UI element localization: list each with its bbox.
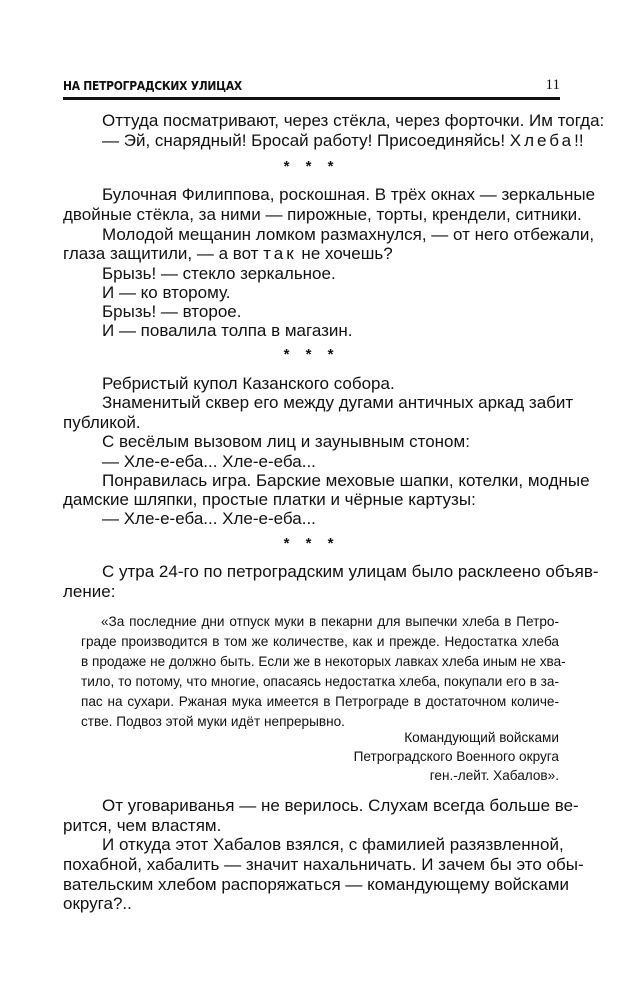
text-span: глаза защитили, — а вот (63, 244, 264, 263)
emphasis-spaced: Хлеба (509, 131, 575, 150)
text-line (63, 244, 393, 264)
quote-line: тило, то потому, что многие, опасаясь недостатка хлеба, покупали его в за- (81, 674, 559, 689)
text-line: рится, чем властям. (63, 816, 222, 835)
text-line: Понравилась игра. Барские меховые шапки, котелки, модные (102, 471, 590, 490)
text-line: вательским хлебом распоряжаться — командующему войсками (63, 875, 569, 894)
text-line: От уговариванья — не верилось. Слухам всегда больше ве- (102, 796, 579, 815)
text-line: С весёлым вызовом лиц и заунывным стоном: (102, 432, 470, 451)
quote-line: стве. Подвоз этой муки идёт непрерывно. (81, 714, 345, 729)
signature-line: ген.-лейт. Хабалов». (429, 768, 559, 783)
text-span: не хочешь? (296, 244, 393, 263)
text-line: И — ко второму. (102, 283, 231, 302)
text-line: Брызь! — стекло зеркальное. (102, 264, 336, 283)
text-span: !! (574, 131, 584, 150)
page-header (63, 78, 560, 100)
emphasis-spaced: так (263, 244, 297, 263)
section-separator: * * * (283, 346, 340, 363)
text-line (102, 131, 584, 151)
text-line: двойные стёкла, за ними — пирожные, торты, крендели, ситники. (63, 205, 582, 224)
text-line: Брызь! — второе. (102, 302, 242, 321)
section-separator: * * * (283, 158, 340, 175)
text-line: Оттуда посматривают, через стёкла, через форточки. Им тогда: (102, 111, 605, 130)
text-line: ление: (63, 582, 116, 601)
text-line: — Хле-е-еба... Хле-е-еба... (102, 509, 316, 528)
text-line: Молодой мещанин ломком размахнулся, — от него отбежали, (102, 225, 595, 244)
page-number: 11 (545, 77, 560, 93)
text-line: похабной, хабалить — значит нахальничать. И зачем бы это обы- (63, 855, 584, 874)
quote-line: «За последние дни отпуск муки в пекарни для выпечки хлеба в Петро- (101, 614, 559, 629)
text-line: — Хле-е-еба... Хле-е-еба... (102, 452, 316, 471)
running-title: НА ПЕТРОГРАДСКИХ УЛИЦАХ (63, 78, 242, 93)
text-line: публикой. (63, 413, 141, 432)
signature-line: Командующий войсками (404, 730, 559, 745)
text-line: И откуда этот Хабалов взялся, с фамилией разязвленной, (102, 835, 564, 854)
quote-line: в продаже не должно быть. Если же в некоторых лавках хлеба иным не хва- (81, 654, 566, 669)
text-line: Знаменитый сквер его между дугами античных аркад забит (102, 393, 574, 412)
text-line: Ребристый купол Казанского собора. (102, 374, 395, 393)
text-line: дамские шляпки, простые платки и чёрные картузы: (63, 490, 476, 509)
text-line: С утра 24-го по петроградским улицам было расклеено объяв- (102, 562, 599, 581)
text-line: И — повалила толпа в магазин. (102, 321, 353, 340)
text-line: округа?.. (63, 894, 132, 913)
signature-line: Петроградского Военного округа (353, 749, 559, 764)
quote-line: пас на сухари. Ржаная мука имеется в Петрограде в достаточном количе- (81, 694, 559, 709)
text-span: — Эй, снарядный! Бросай работу! Присоединяйсь! (102, 131, 510, 150)
section-separator: * * * (283, 535, 340, 552)
quote-line: граде производится в том же количестве, как и прежде. Недостатка хлеба (81, 634, 559, 649)
text-line: Булочная Филиппова, роскошная. В трёх окнах — зеркальные (102, 185, 596, 204)
